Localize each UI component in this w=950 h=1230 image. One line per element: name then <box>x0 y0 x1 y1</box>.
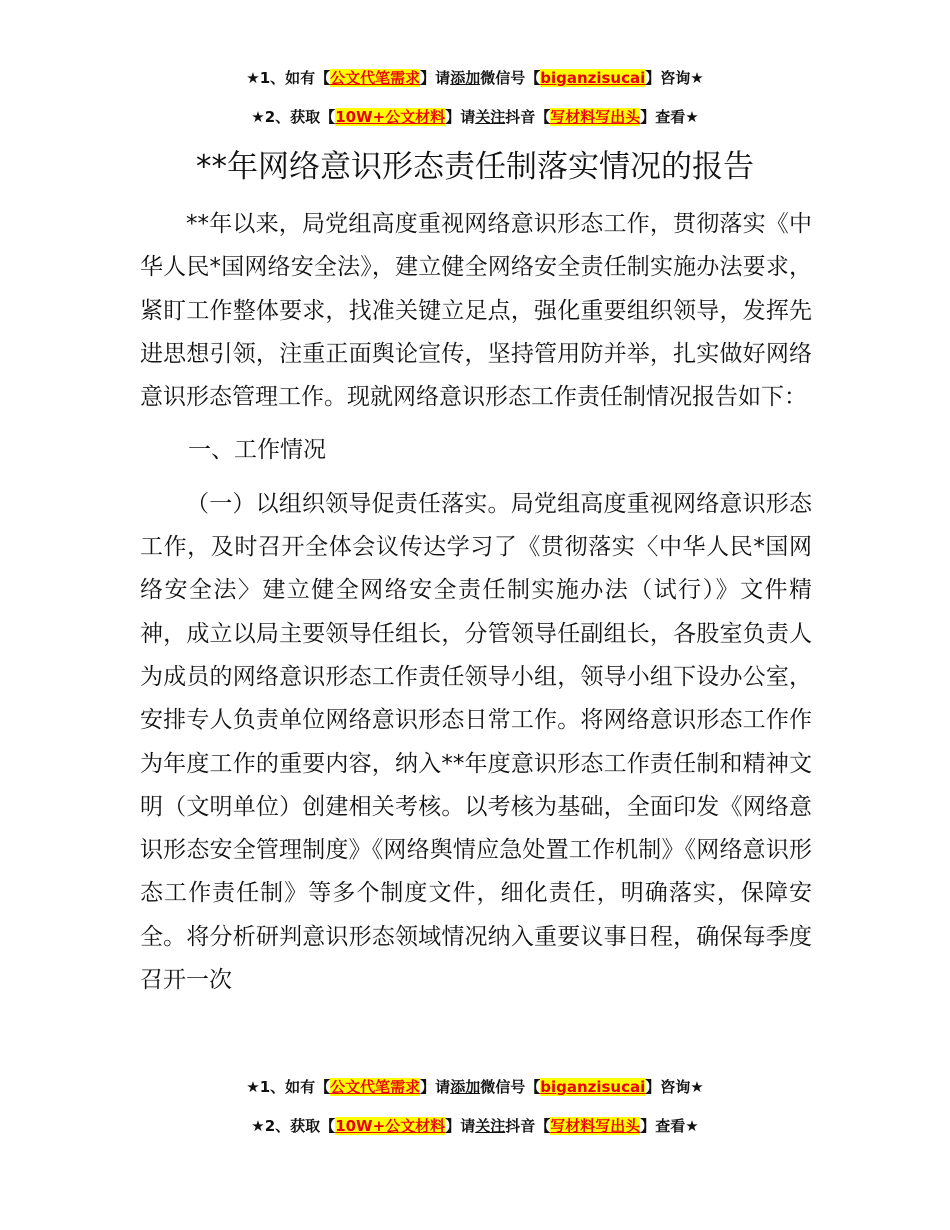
banner-text: 】请 <box>445 108 476 126</box>
banner-text: ★1、如有【 <box>246 69 331 87</box>
bottom-banner-line-2 <box>0 1115 950 1137</box>
banner-highlight-materials: 10W+公文材料 <box>335 1117 446 1135</box>
intro-paragraph: **年以来，局党组高度重视网络意识形态工作，贯彻落实《中华人民*国网络安全法》，建立健全网络安全责任制实施办法要求，紧盯工作整体要求，找准关键立足点，强化重要组织领导，发挥先进思想引领，注重正面舆论宣传，坚持管用防并举，扎实做好网络意识形态管理工作。现就网络意识形态工作责任制情况报告如下： <box>140 211 812 411</box>
banner-text: 微信号【 <box>480 1078 541 1096</box>
banner-text: ★2、获取【 <box>251 108 336 126</box>
banner-text: 】查看★ <box>640 108 699 126</box>
banner-text: 】请 <box>420 1078 451 1096</box>
banner-highlight-wechat-id: biganzisucai <box>540 69 646 87</box>
banner-underlined-text: 关注 <box>475 1117 506 1135</box>
top-banner-line-2 <box>0 106 950 128</box>
banner-text: 】咨询★ <box>645 1078 704 1096</box>
banner-text: 】请 <box>420 69 451 87</box>
banner-text: 微信号【 <box>480 69 541 87</box>
document-body <box>140 203 812 1002</box>
banner-text: 】咨询★ <box>645 69 704 87</box>
banner-text: ★1、如有【 <box>246 1078 331 1096</box>
section1-paragraph: （一）以组织领导促责任落实。局党组高度重视网络意识形态工作，及时召开全体会议传达学习了《贯彻落实〈中华人民*国网络安全法〉建立健全网络安全责任制实施办法（试行）》文件精神，成立以局主要领导任组长，分管领导任副组长，各股室负责人为成员的网络意识形态工作责任领导小组，领导小组下设办公室，安排专人负责单位网络意识形态日常工作。将网络意识形态工作作为年度工作的重要内容，纳入**年度意识形态工作责任制和精神文明（文明单位）创建相关考核。以考核为基础，全面印发《网络意识形态安全管理制度》《网络舆情应急处置工作机制》《网络意识形态工作责任制》等多个制度文件，细化责任，明确落实，保障安全。将分析研判意识形态领域情况纳入重要议事日程，确保每季度召开一次 <box>140 490 812 994</box>
document-title: **年网络意识形态责任制落实情况的报告 <box>196 149 754 185</box>
banner-underlined-text: 添加 <box>450 69 481 87</box>
banner-highlight-douyin: 写材料写出头 <box>550 108 641 126</box>
banner-text: 抖音【 <box>505 108 551 126</box>
banner-text: 抖音【 <box>505 1117 551 1135</box>
banner-highlight-service: 公文代笔需求 <box>330 69 421 87</box>
banner-text: ★2、获取【 <box>251 1117 336 1135</box>
section-heading: 一、工作情况 <box>188 437 326 464</box>
bottom-banner-line-1 <box>0 1076 950 1098</box>
banner-underlined-text: 关注 <box>475 108 506 126</box>
banner-text: 】请 <box>445 1117 476 1135</box>
banner-underlined-text: 添加 <box>450 1078 481 1096</box>
banner-highlight-service: 公文代笔需求 <box>330 1078 421 1096</box>
top-banner-line-1 <box>0 67 950 89</box>
banner-text: 】查看★ <box>640 1117 699 1135</box>
banner-highlight-materials: 10W+公文材料 <box>335 108 446 126</box>
banner-highlight-douyin: 写材料写出头 <box>550 1117 641 1135</box>
banner-highlight-wechat-id: biganzisucai <box>540 1078 646 1096</box>
